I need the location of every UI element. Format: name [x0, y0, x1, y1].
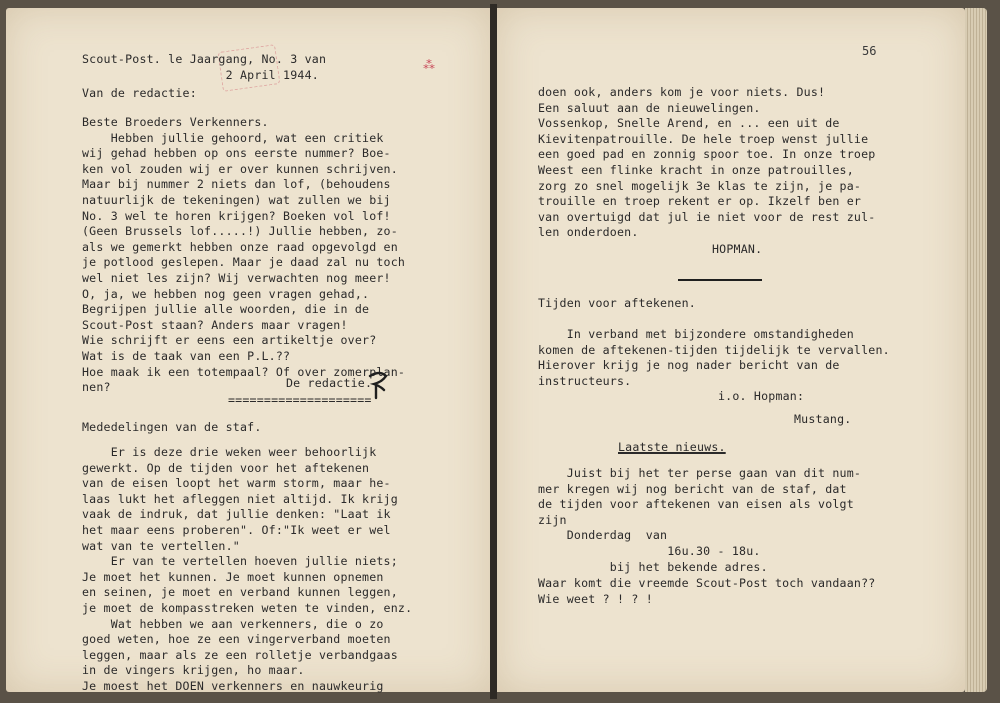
section-divider: ====================	[228, 393, 372, 407]
editorial-title: Van de redactie:	[82, 86, 197, 100]
sign-off-times-body: In verband met bijzondere omstandigheden komen de aftekenen-tijden tijdelijk te vervallen. Hierover krijg je nog nader bericht van de instructeurs.	[538, 327, 890, 388]
latest-news-body: Juist bij het ter perse gaan van dit num- mer kregen wij nog bericht van de staf, dat de tijden voor aftekenen van eisen als volgt zijn Donderdag van 16u.30 - 18u. bij het bekende adres.	[538, 466, 862, 574]
page-edges	[965, 8, 987, 692]
closing-question: Waar komt die vreemde Scout-Post toch vandaan?? Wie weet ? ! ? !	[538, 576, 876, 606]
staff-announcements-body: Er is deze drie weken weer behoorlijk gewerkt. Op de tijden voor het aftekenen van de eisen loopt het warm storm, maar he- laas lukt het afleggen niet altijd. Ik krijg vaak de indruk, dat jullie denken: "Laat ik het maar eens proberen". Of:"Ik weet er wel wat van te vertellen." Er van te vertellen hoeven jullie niets; Je moet het kunnen. Je moet kunnen opnemen en seinen, je moet en verband kunnen leggen, je moet de kompasstreken weten te vinden, enz. Wat hebben we aan verkenners, die o zo goed weten, hoe ze een vingerverband moeten leggen, maar als ze een rolletje verbandgaas in de vingers krijgen, ho maar. Je moest het DOEN verkenners en nauwkeurig	[82, 445, 413, 693]
page-number: 56	[862, 44, 877, 58]
continued-text: doen ook, anders kom je voor niets. Dus! Een saluut aan de nieuwelingen. Vossenkop, Snelle Arend, en ... een uit de Kievitenpatrouille. De hele troep wenst jullie een goed pad en zonnig spoor toe. In onze troep Weest een flinke kracht in onze patrouilles, zorg zo snel mogelijk 3e klas te zijn, je pa- trouille en troep rekent er op. Ikzelf ben er van overtuigd dat jul ie niet voor de rest zul- len onderdoen.	[538, 85, 876, 240]
newsletter-header: Scout-Post. le Jaargang, No. 3 van 2 April 1944.	[82, 52, 327, 82]
editorial-body: Beste Broeders Verkenners. Hebben jullie gehoord, wat een critiek wij gehad hebben op ons eerste nummer? Boe- ken vol zouden wij er over kunnen schrijven. Maar bij nummer 2 niets dan lof, (behoudens natuurlijk de tekeningen) wat zullen we bij No. 3 wel te horen krijgen? Boeken vol lof! (Geen Brussels lof.....!) Jullie hebben, zo- als we gemerkt hebben onze raad opgevolgd en je potlood geslepen. Maar je daad zal nu toch wel niet les zijn? Wij verwachten nog meer! O, ja, we hebben nog geen vragen gehad,. Begrijpen jullie alle woorden, die in de Scout-Post staan? Anders maar vragen! Wie schrijft er eens een artikeltje over? Wat is de taak van een P.L.?? Hoe maak ik een totempaal? Of over zomerplan- nen?	[82, 115, 406, 395]
hopman-signature: HOPMAN.	[712, 242, 763, 256]
acting-hopman-label: i.o. Hopman:	[718, 389, 805, 403]
book-gutter	[490, 4, 497, 699]
red-mark: ⁂	[423, 58, 435, 72]
latest-news-title: Laatste nieuws.	[618, 440, 726, 454]
divider-line	[678, 279, 762, 281]
sign-off-times-title: Tijden voor aftekenen.	[538, 296, 696, 310]
mustang-signature: Mustang.	[794, 412, 852, 426]
staff-announcements-title: Mededelingen van de staf.	[82, 420, 262, 434]
editorial-signoff: De redactie.	[286, 376, 373, 390]
